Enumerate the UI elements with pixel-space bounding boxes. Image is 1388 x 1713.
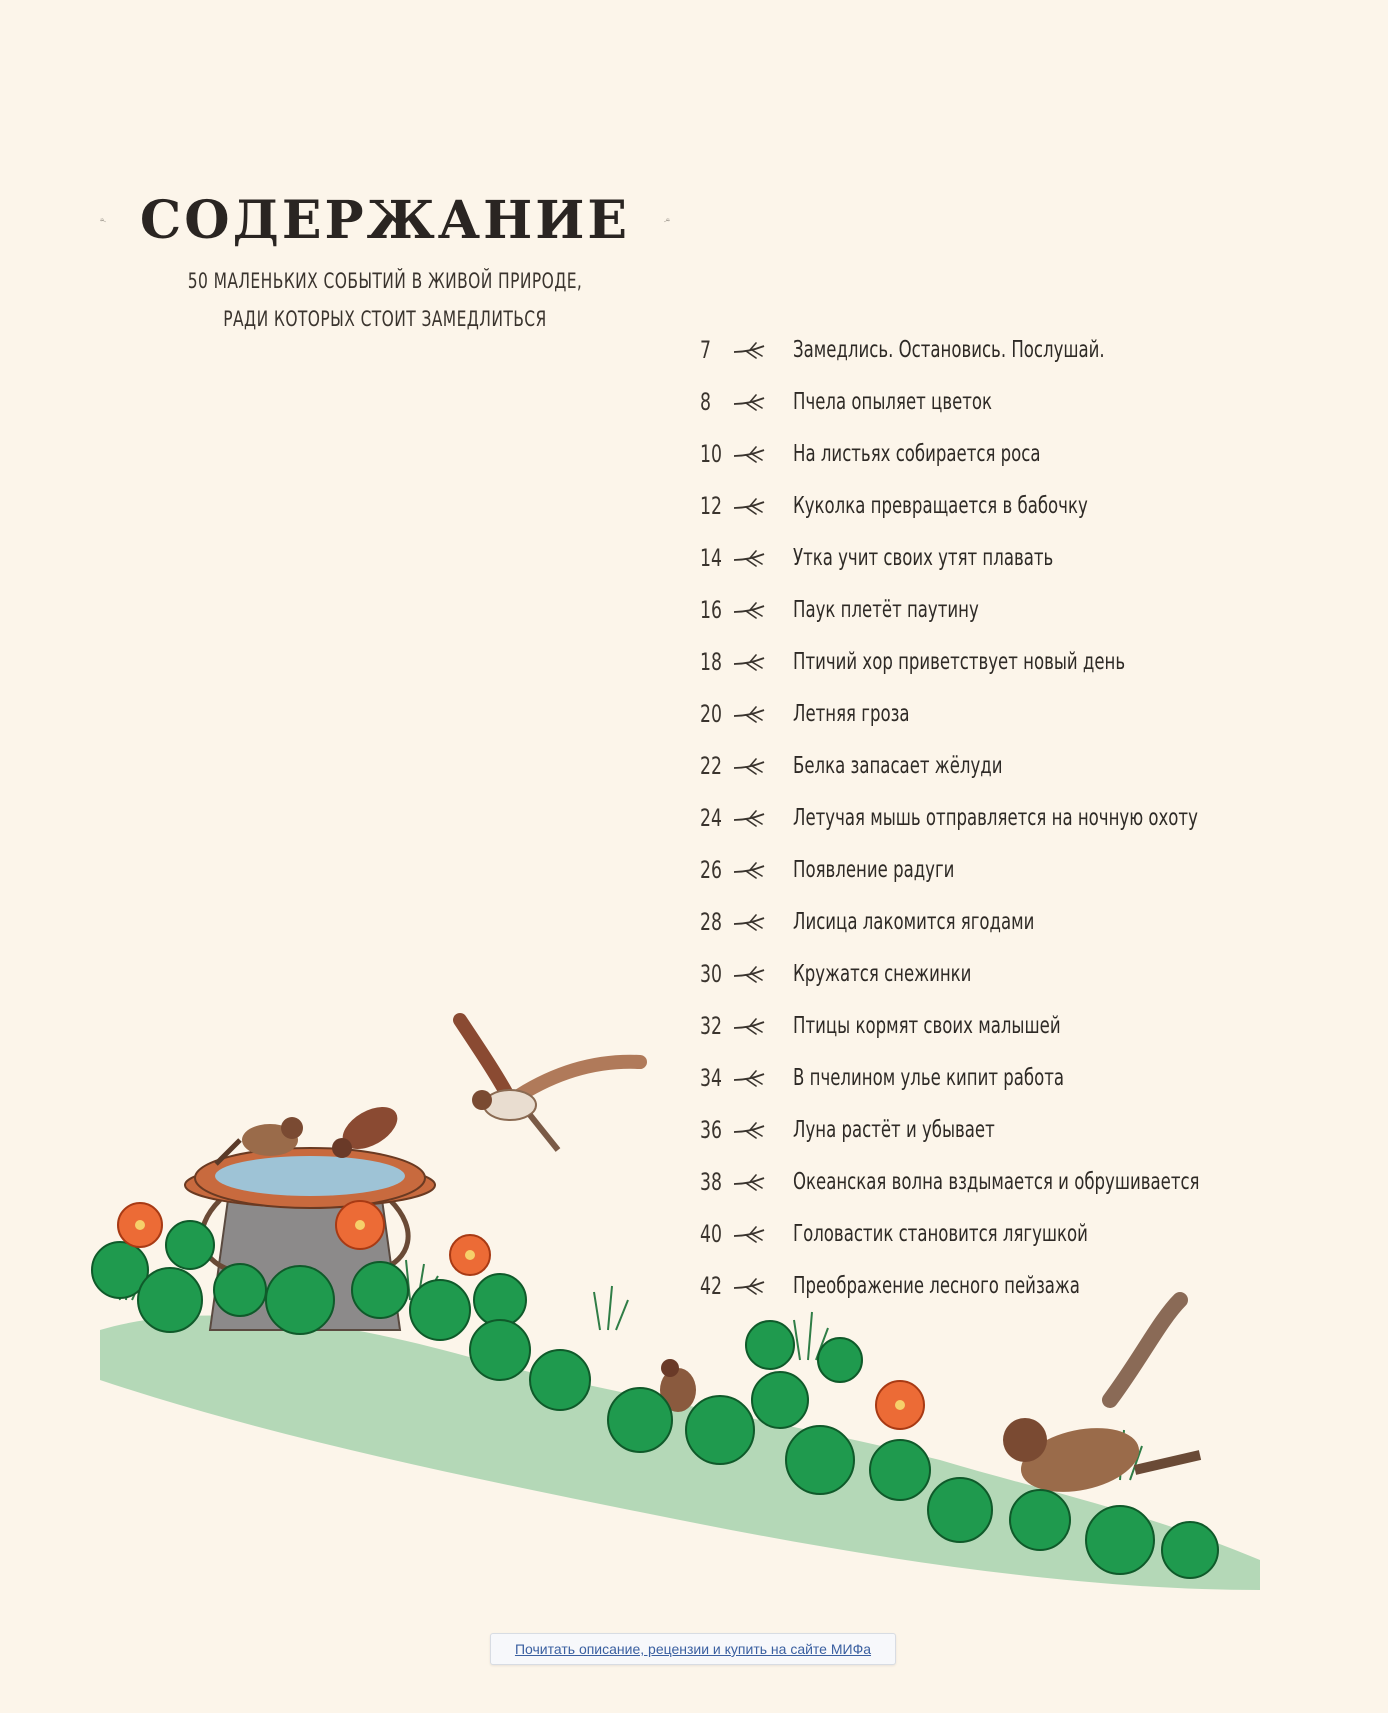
toc-item[interactable] [700, 902, 1035, 942]
sprig-icon [732, 808, 766, 828]
toc-label: Лисица лакомится ягодами [793, 909, 1035, 935]
sprig-icon [732, 756, 766, 776]
toc-label: В пчелином улье кипит работа [793, 1065, 1065, 1091]
toc-label: Океанская волна вздымается и обрушивается [793, 1169, 1200, 1195]
toc-label: Головастик становится лягушкой [793, 1221, 1088, 1247]
sprig-icon [732, 392, 766, 412]
toc-page-number: 30 [700, 960, 722, 988]
toc-page-number: 8 [700, 388, 711, 416]
toc-label: Белка запасает жёлуди [793, 753, 1003, 779]
title-block [100, 180, 670, 338]
sprig-icon [732, 964, 766, 984]
toc-item[interactable] [700, 694, 910, 734]
garden-illustration [80, 1000, 1280, 1620]
toc-page-number: 14 [700, 544, 722, 572]
toc-label: Куколка превращается в бабочку [793, 493, 1088, 519]
toc-page-number: 34 [700, 1064, 722, 1092]
sprig-icon [732, 600, 766, 620]
subtitle-line-2: РАДИ КОТОРЫХ СТОИТ ЗАМЕДЛИТЬСЯ [223, 307, 547, 331]
toc-item[interactable] [700, 486, 1088, 526]
sprig-right-icon [664, 198, 670, 242]
toc-page-number: 38 [700, 1168, 722, 1196]
toc-item[interactable] [700, 746, 1003, 786]
toc-page-number: 26 [700, 856, 722, 884]
toc-label: На листьях собирается роса [793, 441, 1041, 467]
sparrow-flying-icon [460, 1020, 640, 1150]
sprig-left-icon [100, 198, 106, 242]
buy-link-text[interactable]: Почитать описание, рецензии и купить на сайте МИФа [514, 1641, 872, 1657]
page-title: СОДЕРЖАНИЕ [139, 189, 631, 251]
toc-label: Пчела опыляет цветок [793, 389, 993, 415]
toc-item[interactable] [700, 850, 955, 890]
sprig-icon [732, 704, 766, 724]
title-row [100, 180, 670, 260]
toc-item[interactable] [700, 798, 1198, 838]
toc-page-number: 22 [700, 752, 722, 780]
sprig-icon [732, 912, 766, 932]
toc-label: Летняя гроза [793, 701, 910, 727]
sprig-icon [732, 340, 766, 360]
toc-item[interactable] [700, 330, 1105, 370]
toc-item[interactable] [700, 642, 1126, 682]
toc-item[interactable] [700, 382, 993, 422]
toc-label: Утка учит своих утят плавать [793, 545, 1054, 571]
toc-item[interactable] [700, 590, 979, 630]
toc-label: Птицы кормят своих малышей [793, 1013, 1061, 1039]
toc-page-number: 18 [700, 648, 722, 676]
toc-page-number: 12 [700, 492, 722, 520]
toc-page-number: 16 [700, 596, 722, 624]
toc-label: Появление радуги [793, 857, 955, 883]
toc-item[interactable] [700, 538, 1054, 578]
toc-label: Замедлись. Остановись. Послушай. [793, 337, 1105, 363]
toc-label: Луна растёт и убывает [793, 1117, 995, 1143]
toc-page-number: 20 [700, 700, 722, 728]
sprig-icon [732, 548, 766, 568]
buy-link-button[interactable] [490, 1633, 896, 1665]
subtitle-line-1: 50 МАЛЕНЬКИХ СОБЫТИЙ В ЖИВОЙ ПРИРОДЕ, [187, 269, 583, 293]
toc-page-number: 24 [700, 804, 722, 832]
toc-item[interactable] [700, 434, 1041, 474]
toc-item[interactable] [700, 954, 972, 994]
sprig-icon [732, 444, 766, 464]
toc-page-number: 42 [700, 1272, 722, 1300]
sprig-icon [732, 496, 766, 516]
sparrow-bathing-icon [332, 1098, 404, 1158]
toc-label: Летучая мышь отправляется на ночную охоту [793, 805, 1198, 831]
toc-page-number: 36 [700, 1116, 722, 1144]
toc-page-number: 32 [700, 1012, 722, 1040]
subtitle [151, 262, 618, 338]
sprig-icon [732, 860, 766, 880]
toc-page-number: 40 [700, 1220, 722, 1248]
toc-page-number: 10 [700, 440, 722, 468]
toc-page-number: 7 [700, 336, 711, 364]
toc-label: Птичий хор приветствует новый день [793, 649, 1126, 675]
toc-page-number: 28 [700, 908, 722, 936]
toc-label: Паук плетёт паутину [793, 597, 979, 623]
toc-label: Кружатся снежинки [793, 961, 972, 987]
sparrow-large-icon [1003, 1300, 1200, 1502]
sprig-icon [732, 652, 766, 672]
toc-label: Преображение лесного пейзажа [793, 1273, 1080, 1299]
